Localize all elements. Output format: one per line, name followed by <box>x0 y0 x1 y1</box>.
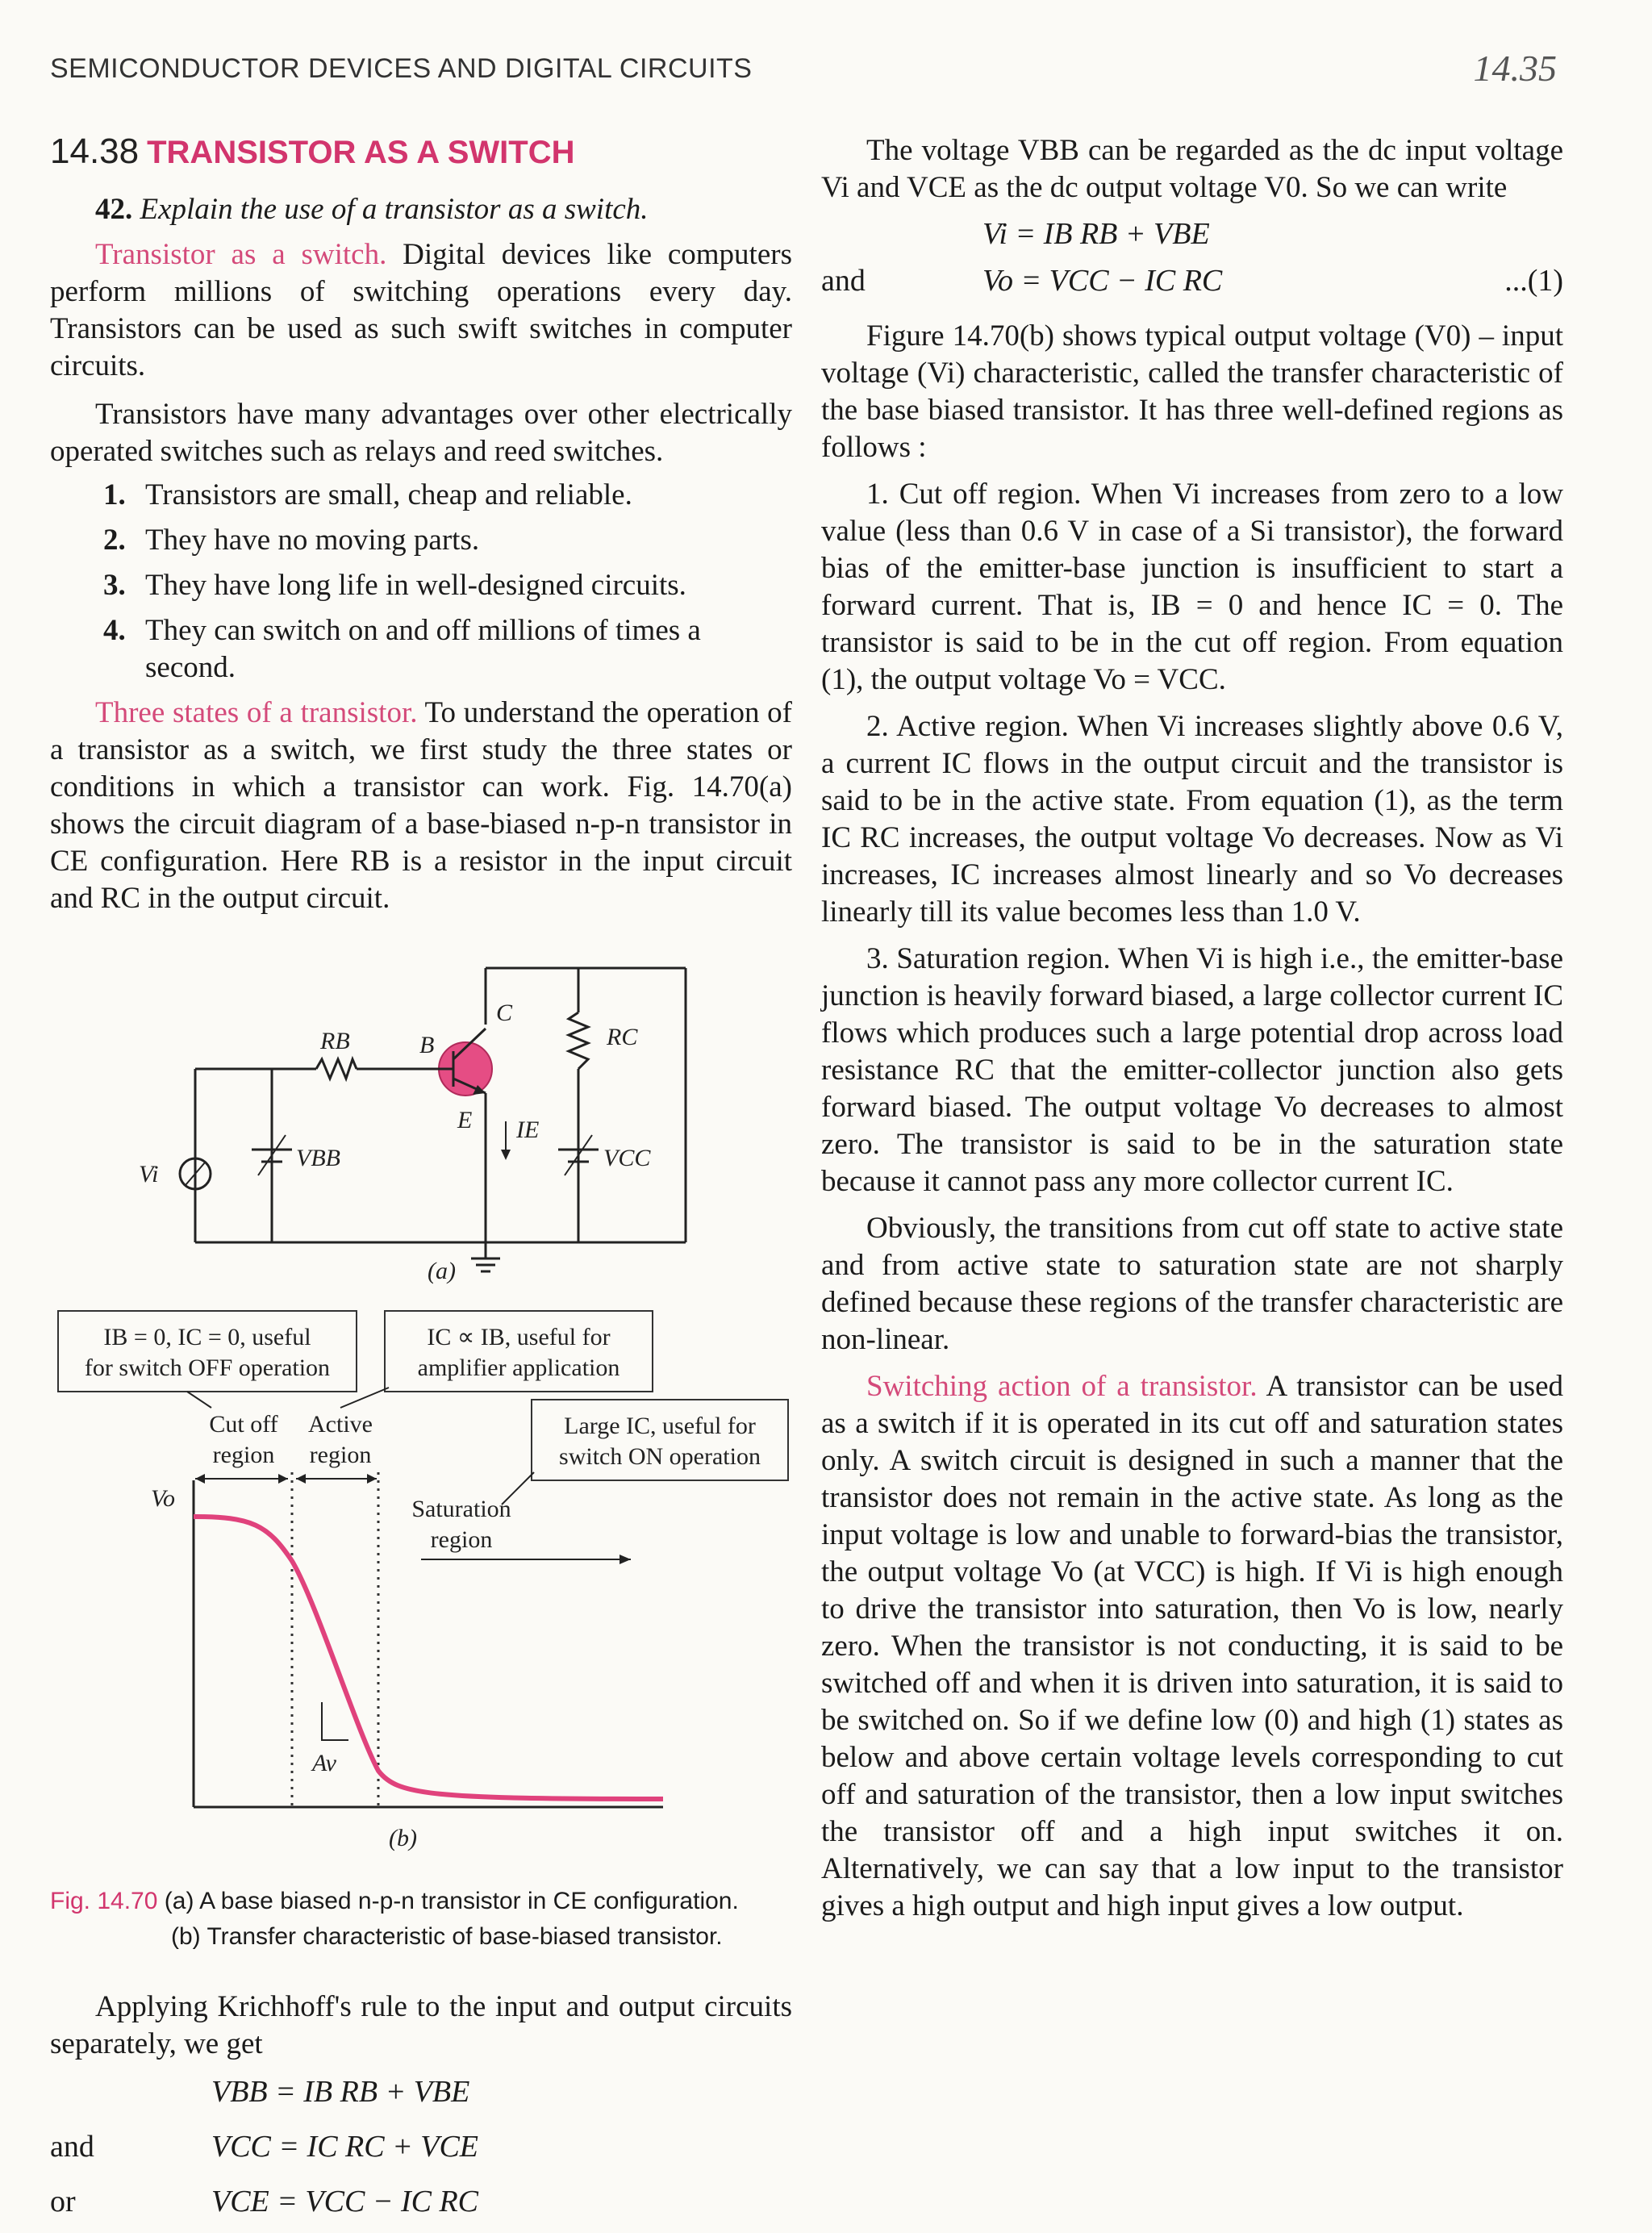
paragraph-cutoff-region: 1. Cut off region. When Vi increases from zero to a low value (less than 0.6 V in case of a Si transistor), the forward bias of the emitter-base junction is insufficient to start a forward current. That is, IB = 0 and hence IC = 0. The transistor is said to be in the cut off region. From equation (1), the output voltage Vo = VCC. <box>821 478 1563 696</box>
paragraph-dc-voltages: The voltage VBB can be regarded as the dc input voltage Vi and VCE as the dc output voltage V0. So we can write <box>821 134 1563 204</box>
equation-vo: and Vo = VCC − IC RC ...(1) <box>821 264 1563 298</box>
label-b: B <box>419 1032 435 1058</box>
left-column <box>50 129 792 2231</box>
section-number: 14.38 <box>50 131 140 171</box>
question-number: 42. <box>95 193 133 226</box>
list-item: 2. They have no moving parts. <box>103 524 480 557</box>
label-ie: IE <box>516 1116 540 1143</box>
box-off-line2: for switch OFF operation <box>84 1354 331 1381</box>
equation-vbb: VBB = IB RB + VBE <box>211 2075 470 2109</box>
paragraph-active-region: 2. Active region. When Vi increases slightly above 0.6 V, a current IC flows in the output circuit and the transistor is said to be in the active state. From equation (1), as the term IC RC increases, the output voltage Vo decreases. Now as Vi increases, IC increases almost linearly and so Vo decreases linearly till its value becomes less than 1.0 V. <box>821 710 1563 929</box>
lead-transistor-switch: Transistor as a switch. <box>95 238 387 271</box>
paragraph-kirchhoff: Applying Krichhoff's rule to the input and output circuits separately, we get <box>50 1990 792 2060</box>
label-rb: RB <box>320 1028 350 1054</box>
paragraph-advantages: Transistors have many advantages over other electrically operated switches such as relays and reed switches. <box>50 398 792 468</box>
region-active-2: region <box>309 1442 372 1468</box>
list-item: 1. Transistors are small, cheap and reliable. <box>103 478 632 511</box>
figure-drawing <box>50 924 792 1924</box>
label-fig-b: (b) <box>389 1825 417 1851</box>
question-text: Explain the use of a transistor as a switch. <box>140 193 649 226</box>
region-saturation-1: Saturation <box>411 1496 511 1522</box>
label-e: E <box>457 1107 473 1133</box>
page-number: 14.35 <box>1473 48 1557 89</box>
region-cutoff-2: region <box>212 1442 275 1468</box>
equations-left <box>50 2074 792 2231</box>
equation-vce: or VCE = VCC − IC RC <box>50 2185 479 2218</box>
equations-right <box>821 216 1563 310</box>
paragraph-transfer-characteristic: Figure 14.70(b) shows typical output voltage (V0) – input voltage (Vi) characteristic, called the transfer characteristic of the base biased transistor. It has three well-defined regions as follows : <box>821 319 1563 464</box>
list-item: 3. They have long life in well-designed circuits. <box>103 569 686 602</box>
equation-vi: Vi = IB RB + VBE <box>982 217 1210 251</box>
equation-vcc: and VCC = IC RC + VCE <box>50 2130 479 2164</box>
region-saturation-2: region <box>430 1526 493 1553</box>
label-vcc: VCC <box>603 1145 651 1171</box>
label-rc: RC <box>607 1024 638 1050</box>
label-vo: Vo <box>151 1485 175 1512</box>
label-av: Av <box>312 1750 336 1776</box>
section-title: TRANSISTOR AS A SWITCH <box>147 135 575 170</box>
question <box>95 191 792 228</box>
caption-label: Fig. 14.70 <box>50 1888 158 1914</box>
paragraph-switch: Transistor as a switch. Digital devices like computers perform millions of switching operations every day. Transistors can be used as such swift switches in computer circuits. <box>50 238 792 382</box>
label-c: C <box>496 1000 513 1026</box>
label-fig-a: (a) <box>428 1258 456 1284</box>
lead-three-states: Three states of a transistor. <box>95 696 418 729</box>
box-amp-line1: IC ∝ IB, useful for <box>427 1324 611 1350</box>
label-vbb: VBB <box>296 1145 340 1171</box>
advantages-list <box>50 477 792 687</box>
running-header: SEMICONDUCTOR DEVICES AND DIGITAL CIRCUITS <box>50 53 753 84</box>
right-column <box>821 129 1563 1935</box>
region-active-1: Active <box>308 1411 373 1438</box>
caption-a: (a) A base biased n-p-n transistor in CE configuration. <box>164 1888 739 1914</box>
figure-14-70 <box>50 924 792 1950</box>
list-item: 4. They can switch on and off millions of times a second. <box>103 614 701 684</box>
paragraph-saturation-region: 3. Saturation region. When Vi is high i.e., the emitter-base junction is heavily forward biased, a large collector current IC flows which produces such a large potential drop across load resistance RC that the emitter-collector junction also gets forward biased. The output voltage Vo decreases to almost zero. The transistor is said to be in the saturation state because it cannot pass any more collector current IC. <box>821 942 1563 1198</box>
label-vi: Vi <box>139 1161 159 1187</box>
lead-switching-action: Switching action of a transistor. <box>866 1370 1258 1403</box>
region-cutoff-1: Cut off <box>209 1411 278 1438</box>
box-on-line2: switch ON operation <box>559 1443 761 1470</box>
figure-caption <box>50 1884 792 1955</box>
box-amp-line2: amplifier application <box>417 1354 620 1381</box>
section-heading <box>50 129 792 175</box>
box-on-line1: Large IC, useful for <box>564 1413 756 1439</box>
caption-b: (b) Transfer characteristic of base-biased transistor. <box>171 1923 723 1950</box>
box-off-line1: IB = 0, IC = 0, useful <box>103 1324 311 1350</box>
paragraph-three-states: Three states of a transistor. To understand the operation of a transistor as a switch, we first study the three states or conditions in which a transistor can work. Fig. 14.70(a) shows the circuit diagram of a base-biased n-p-n transistor in CE configuration. Here RB is a resistor in the input circuit and RC in the output circuit. <box>50 696 792 915</box>
paragraph-transitions: Obviously, the transitions from cut off state to active state and from active state to saturation state are not sharply defined because these regions of the transfer characteristic are non-linear. <box>821 1212 1563 1356</box>
paragraph-switching-action: Switching action of a transistor. A transistor can be used as a switch if it is operated in its cut off and saturation states only. A switch circuit is designed in such a manner that the transistor does not remain in the active state. As long as the input voltage is low and unable to forward-bias the transistor, the output voltage Vo (at VCC) is high. If Vi is high enough to drive the transistor into saturation, then Vo is low, nearly zero. When the transistor is not conducting, it is said to be switched off and when it is driven into saturation, it is said to be switched on. So if we define low (0) and high (1) states as below and above certain voltage levels corresponding to cut off and saturation of the transistor, then a low input switches the transistor off and a high input switches it on. Alternatively, we can say that a low input to the transistor gives a high output and high input gives a low output. <box>821 1370 1563 1922</box>
